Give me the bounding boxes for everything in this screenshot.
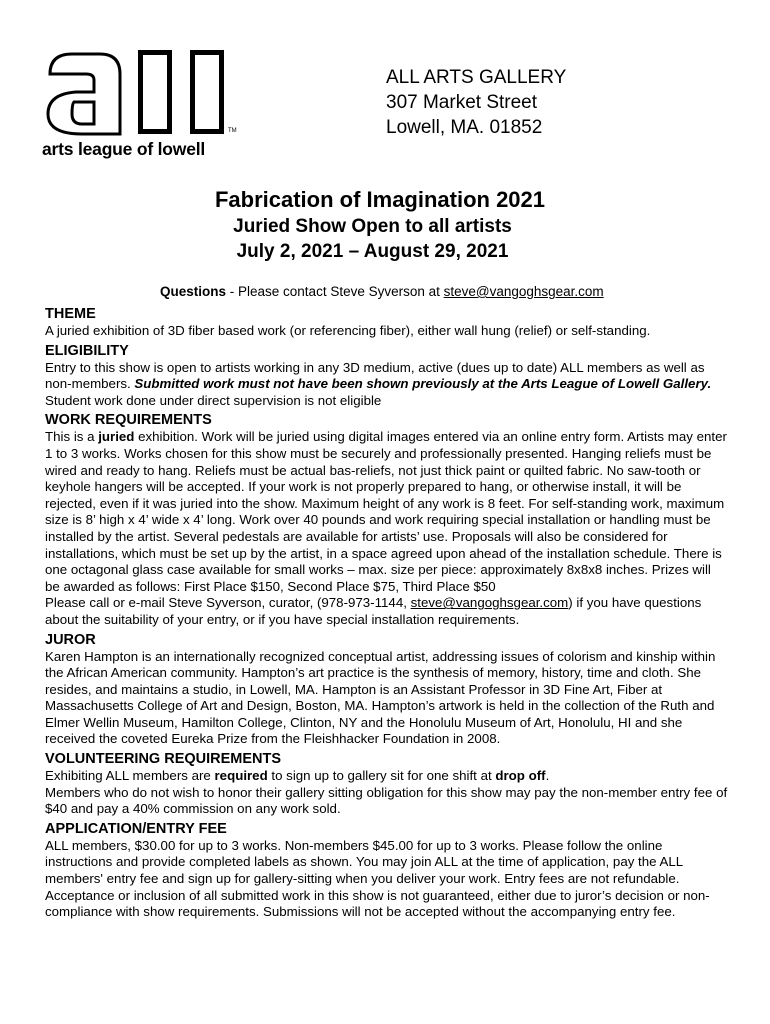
eligibility-heading: ELIGIBILITY: [45, 342, 129, 359]
juror-section: [45, 631, 729, 749]
eligibility-text-c: Student work done under direct supervision is not eligible: [45, 392, 382, 408]
curator-email-link[interactable]: steve@vangoghsgear.com: [410, 595, 569, 611]
entry-fee-text: ALL members, $30.00 for up to 3 works. Non-members $45.00 for up to 3 works. Please follow the online instructions and provide completed labels as shown. You may join ALL at the time of application, pay the ALL members' entry fee and sign up for gallery-sitting when you deliver your work. Entry fees are not refundable. Acceptance or inclusion of all submitted work in this show is not guaranteed, either due to juror’s decision or non-compliance with show requirements. Submissions will not be accepted without the accompanying entry fee.: [45, 837, 710, 920]
show-dates: July 2, 2021 – August 29, 2021: [236, 241, 509, 262]
page-subtitle: Juried Show Open to all artists: [233, 216, 512, 237]
volunteer-a: Exhibiting ALL members are: [45, 768, 215, 784]
work-text-c: exhibition. Work will be juried using digital images entered via an online entry form. Artists may enter 1 to 3 works. Works chosen for this show must be securely and professionally presented. Hanging reliefs must be wired and ready to hang. Reliefs must be actual bas-reliefs, not just thick paint or quilted fabric. No saw-tooth or keyhole hangers will be accepted. If your work is not properly prepared to hang, or otherwise install, it will be rejected, even if it was juried into the show. Maximum height of any work is 8 feet. For self-standing work, maximum size is 8’ high x 4’ wide x 4’ long. Work over 40 pounds and work requiring special installation or handling must be installed by the artist. Several pedestals are available for artists’ use. Proposals will also be considered for installations, which must be set up by the artist, in a space agreed upon ahead of the installation schedule. There is one octagonal glass case available for small works – max. size per piece: approximately 8x8x8 inches. Prizes will be awarded as follows: First Place $150, Second Place $75, Third Place $50: [45, 429, 727, 594]
volunteering-heading: VOLUNTEERING REQUIREMENTS: [45, 751, 282, 768]
juror-text: Karen Hampton is an internationally recognized conceptual artist, addressing issues of colorism and kinship within the African American community. Hampton’s art practice is the synthesis of memory, history, time and cloth. She resides, and maintains a studio, in Lowell, MA. Hampton is an Assistant Professor in 3D Fine Art, Fiber at Massachusetts College of Art and Design, Boston, MA. Hampton’s artwork is held in the collection of the Ruth and Elmer Wellin Museum, Hamilton College, Clinton, NY and the Honolulu Museum of Art, Honolulu, HI and she received the coveted Eureka Prize from the Fleishhacker Foundation in 2008.: [45, 648, 716, 747]
gallery-name: ALL ARTS GALLERY: [386, 67, 567, 88]
eligibility-section: [45, 342, 729, 410]
eligibility-text-a: Entry to this show is open to artists working in any 3D medium, active (dues up to date) ALL members as well as non-members.: [45, 359, 705, 392]
questions-line: [160, 284, 604, 299]
street-address: 307 Market Street: [386, 92, 538, 113]
volunteering-section: [45, 750, 729, 818]
trademark-symbol: TM: [228, 128, 237, 134]
work-juried-bold: juried: [98, 429, 135, 445]
work-requirements-text: [45, 429, 729, 595]
work-text-a: This is a: [45, 429, 99, 445]
questions-label: Questions: [160, 284, 227, 299]
entry-fee-heading: APPLICATION/ENTRY FEE: [45, 820, 227, 837]
eligibility-text: [45, 360, 729, 410]
contact-email-link[interactable]: steve@vangoghsgear.com: [443, 284, 604, 299]
logo-tagline: arts league of lowell: [42, 139, 206, 159]
entry-fee-section: [45, 820, 729, 921]
document-body: [45, 304, 729, 923]
all-logo-mark: [42, 44, 242, 140]
curator-contact-b: ) if you have questions about the suitability of your entry, or if you have special installation requirements.: [45, 595, 702, 627]
volunteering-text-2: Members who do not wish to honor their gallery sitting obligation for this show may pay the non-member entry fee of $40 and pay a 40% commission on any work sold.: [45, 784, 728, 817]
volunteering-text: [45, 768, 729, 785]
eligibility-emphasis: Submitted work must not have been shown previously at the Arts League of Lowell Gallery.: [134, 376, 712, 392]
work-requirements-section: [45, 411, 729, 628]
volunteer-e: .: [545, 768, 550, 784]
volunteer-c: to sign up to gallery sit for one shift at: [267, 768, 496, 784]
questions-text: - Please contact Steve Syverson at: [226, 284, 444, 299]
gallery-address: [386, 65, 566, 140]
theme-section: [45, 305, 729, 340]
juror-heading: JUROR: [45, 631, 96, 648]
theme-text: A juried exhibition of 3D fiber based work (or referencing fiber), either wall hung (relief) or self-standing.: [45, 323, 651, 338]
volunteer-required: required: [214, 768, 268, 784]
curator-contact: [45, 595, 729, 628]
title-block: [0, 186, 770, 264]
work-requirements-heading: WORK REQUIREMENTS: [45, 412, 212, 429]
page-title: Fabrication of Imagination 2021: [214, 187, 546, 212]
volunteer-drop-off: drop off: [495, 768, 546, 784]
curator-contact-a: Please call or e-mail Steve Syverson, curator, (978-973-1144,: [45, 595, 411, 611]
theme-heading: THEME: [45, 306, 96, 322]
city-state-zip: Lowell, MA. 01852: [386, 117, 543, 138]
arts-league-logo: [42, 44, 242, 160]
